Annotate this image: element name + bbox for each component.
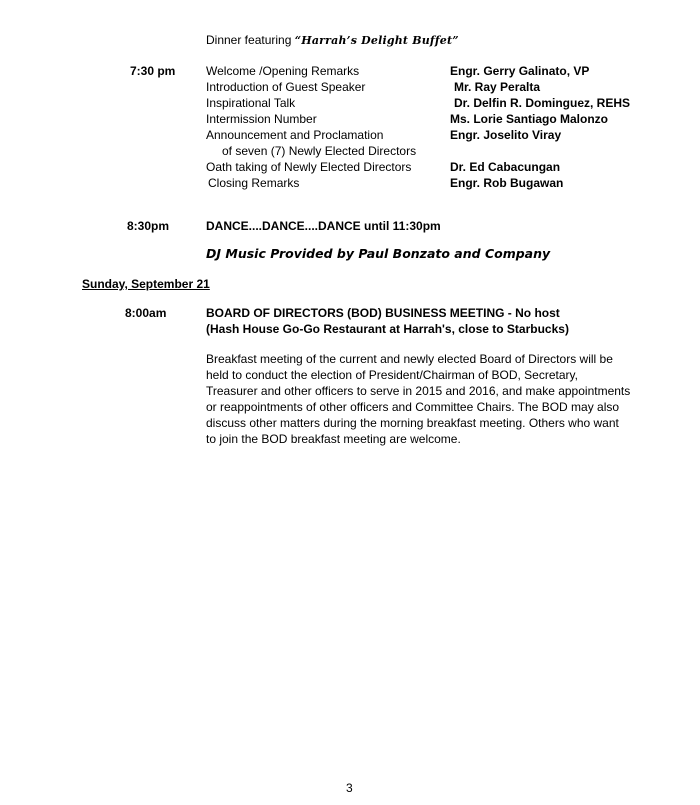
program-activity: Closing Remarks	[208, 176, 300, 190]
dance-time: 8:30pm	[127, 219, 170, 233]
dinner-prefix: Dinner featuring	[206, 33, 295, 47]
program-speaker: Ms. Lorie Santiago Malonzo	[450, 112, 609, 126]
program-activity: of seven (7) Newly Elected Directors	[222, 144, 417, 158]
dance-text: DANCE....DANCE....DANCE until 11:30pm	[206, 219, 441, 233]
program-speaker: Engr. Rob Bugawan	[450, 176, 564, 190]
program-speaker: Mr. Ray Peralta	[454, 80, 541, 94]
buffet-name: “Harrah’s Delight Buffet”	[294, 34, 459, 47]
program-speaker: Dr. Delfin R. Dominguez, REHS	[454, 96, 631, 110]
description-line: or reappointments of other officers and Committee Chairs. The BOD may also	[206, 400, 620, 414]
description-line: held to conduct the election of President/Chairman of BOD, Secretary,	[206, 368, 578, 382]
meeting-time: 8:00am	[125, 306, 167, 320]
program-activity: Welcome /Opening Remarks	[206, 64, 360, 78]
description-line: Treasurer and other officers to serve in 2015 and 2016, and make appointments	[206, 384, 631, 398]
meeting-title: BOARD OF DIRECTORS (BOD) BUSINESS MEETING - No host	[206, 306, 560, 320]
page-number: 3	[346, 781, 353, 795]
description-line: discuss other matters during the morning breakfast meeting. Others who want	[206, 416, 619, 430]
program-speaker: Engr. Gerry Galinato, VP	[450, 64, 590, 78]
description-line: Breakfast meeting of the current and newly elected Board of Directors will be	[206, 352, 613, 366]
description-line: to join the BOD breakfast meeting are welcome.	[206, 432, 461, 446]
program-time-730: 7:30 pm	[130, 64, 176, 78]
program-speaker: Engr. Joselito Viray	[450, 128, 562, 142]
dinner-line	[206, 32, 459, 49]
dj-credit: DJ Music Provided by Paul Bonzato and Company	[206, 246, 551, 261]
program-activity: Introduction of Guest Speaker	[206, 80, 366, 94]
program-speaker: Dr. Ed Cabacungan	[450, 160, 561, 174]
program-activity: Intermission Number	[206, 112, 317, 126]
meeting-location: (Hash House Go-Go Restaurant at Harrah's, close to Starbucks)	[206, 322, 569, 336]
program-activity: Announcement and Proclamation	[206, 128, 384, 142]
program-activity: Oath taking of Newly Elected Directors	[206, 160, 412, 174]
day-heading: Sunday, September 21	[82, 277, 210, 291]
meeting-description	[206, 351, 631, 447]
program-activity: Inspirational Talk	[206, 96, 296, 110]
